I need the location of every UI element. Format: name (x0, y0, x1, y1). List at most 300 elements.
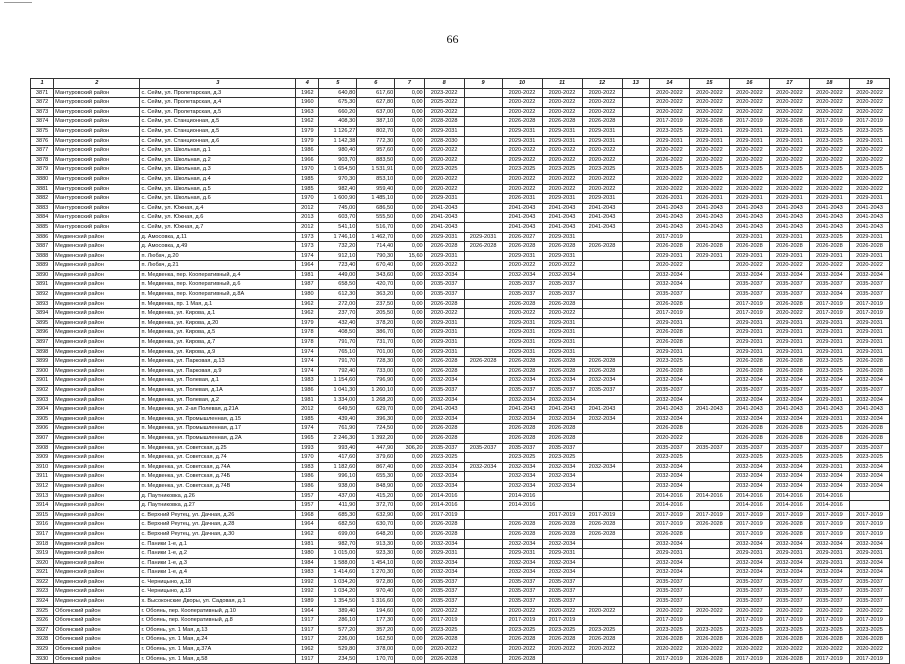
table-cell (464, 616, 502, 626)
table-cell: 2023-2022 (424, 88, 464, 98)
table-cell: 2032-2034 (502, 558, 542, 568)
table-cell: 2029-2031 (849, 232, 889, 242)
table-cell: 1917 (296, 635, 319, 645)
table-cell: 2026-2028 (542, 357, 582, 367)
table-cell: 2032-2034 (424, 472, 464, 482)
table-cell: 3874 (31, 117, 54, 127)
table-cell: 0,00 (395, 136, 424, 146)
table-cell (689, 232, 729, 242)
table-cell: 0,00 (395, 395, 424, 405)
table-cell: г. Обоянь, ул. 1 Мая, д.37А (140, 645, 296, 655)
table-cell: 2020-2022 (649, 88, 689, 98)
table-cell: 2032-2034 (649, 270, 689, 280)
table-cell: Медвенский район (54, 549, 140, 559)
table-row (31, 155, 890, 165)
table-cell: 2035-2037 (502, 443, 542, 453)
table-cell: 2017-2019 (729, 654, 769, 664)
table-cell: 2035-2037 (769, 290, 809, 300)
table-cell: 2029-2031 (809, 414, 849, 424)
table-cell: 3882 (31, 194, 54, 204)
table-cell: 3911 (31, 472, 54, 482)
table-cell: Медвенский район (54, 290, 140, 300)
table-cell: 3922 (31, 577, 54, 587)
table-cell (689, 318, 729, 328)
table-cell: 1993 (296, 443, 319, 453)
table-cell: 2032-2034 (849, 539, 889, 549)
table-cell (622, 347, 649, 357)
table-cell: 2026-2028 (649, 242, 689, 252)
table-cell (464, 318, 502, 328)
table-cell: 2017-2019 (649, 117, 689, 127)
table-cell: Мантуровский район (54, 194, 140, 204)
table-cell: 2029-2031 (424, 232, 464, 242)
table-cell: 2041-2043 (582, 405, 622, 415)
table-cell: 2029-2031 (424, 549, 464, 559)
table-cell: 0,00 (395, 520, 424, 530)
table-cell: Медвенский район (54, 501, 140, 511)
column-header-9: 9 (464, 79, 502, 89)
table-cell (464, 424, 502, 434)
table-cell: 2020-2022 (649, 261, 689, 271)
table-cell: 3883 (31, 203, 54, 213)
table-cell: 2026-2028 (424, 654, 464, 664)
table-row (31, 242, 890, 252)
table-cell (582, 472, 622, 482)
table-cell: 0,00 (395, 146, 424, 156)
page-number: 66 (446, 32, 459, 46)
table-cell (464, 117, 502, 127)
table-cell: 2026-2028 (849, 433, 889, 443)
table-cell: 670,40 (357, 261, 395, 271)
table-cell: п. Медвенка, ул. Парковая, д.9 (140, 366, 296, 376)
table-cell (464, 155, 502, 165)
table-cell: 387,10 (357, 117, 395, 127)
table-cell (464, 433, 502, 443)
table-cell: 2041-2043 (769, 213, 809, 223)
table-cell: 2032-2034 (809, 376, 849, 386)
table-cell: 2032-2034 (502, 270, 542, 280)
table-cell: 2017-2019 (809, 309, 849, 319)
table-cell: 2026-2028 (769, 529, 809, 539)
table-cell: 2041-2043 (502, 213, 542, 223)
table-cell: 2026-2028 (502, 117, 542, 127)
table-cell: 516,70 (357, 222, 395, 232)
table-cell: 2020-2022 (649, 98, 689, 108)
table-cell: 2032-2034 (649, 558, 689, 568)
table-row (31, 568, 890, 578)
table-cell (464, 481, 502, 491)
table-cell: 3873 (31, 107, 54, 117)
table-cell: 2041-2043 (424, 405, 464, 415)
table-cell: 2020-2022 (542, 174, 582, 184)
table-cell (582, 299, 622, 309)
table-cell: 2020-2022 (809, 107, 849, 117)
table-cell (464, 270, 502, 280)
table-cell: 2029-2031 (649, 251, 689, 261)
table-cell (622, 309, 649, 319)
table-cell: 449,00 (319, 270, 357, 280)
table-cell: 2026-2028 (649, 366, 689, 376)
table-cell: 2029-2031 (424, 251, 464, 261)
table-cell: 2041-2043 (542, 213, 582, 223)
table-cell: 1973 (296, 242, 319, 252)
table-cell: с. Сейм, ул. Школьная, д.4 (140, 174, 296, 184)
table-cell: 2035-2037 (809, 577, 849, 587)
table-cell (582, 587, 622, 597)
table-cell: 2023-2025 (809, 625, 849, 635)
table-cell: 2023-2025 (809, 366, 849, 376)
table-cell: 2020-2022 (809, 261, 849, 271)
table-row (31, 366, 890, 376)
table-cell: 1 746,10 (319, 232, 357, 242)
table-cell: 2017-2019 (729, 616, 769, 626)
table-cell: Мантуровский район (54, 165, 140, 175)
table-cell: Медвенский район (54, 270, 140, 280)
table-cell (464, 136, 502, 146)
table-cell: д. Амосовка, д.49 (140, 242, 296, 252)
table-cell (689, 290, 729, 300)
table-cell: 2014-2016 (809, 501, 849, 511)
table-cell: 938,00 (319, 481, 357, 491)
table-cell: 2032-2034 (809, 270, 849, 280)
table-cell: 3929 (31, 645, 54, 655)
table-cell: Медвенский район (54, 376, 140, 386)
table-cell: 1963 (296, 107, 319, 117)
table-cell: 0,00 (395, 280, 424, 290)
table-cell: 3879 (31, 165, 54, 175)
table-cell: 685,30 (319, 510, 357, 520)
table-cell (622, 443, 649, 453)
table-cell: 0,00 (395, 510, 424, 520)
table-cell: Медвенский район (54, 424, 140, 434)
table-cell: 2020-2022 (689, 146, 729, 156)
table-cell: 3899 (31, 357, 54, 367)
table-cell: 2032-2034 (809, 539, 849, 549)
table-cell: п. Медвенка, ул. Кирова, д.9 (140, 347, 296, 357)
table-cell: 3885 (31, 222, 54, 232)
table-cell: 2014-2016 (769, 491, 809, 501)
table-cell: 2020-2022 (542, 645, 582, 655)
table-cell (689, 597, 729, 607)
table-cell: 0,00 (395, 616, 424, 626)
table-cell: 3894 (31, 309, 54, 319)
table-cell: 0,00 (395, 376, 424, 386)
table-cell: 0,00 (395, 290, 424, 300)
table-cell: 2026-2028 (582, 117, 622, 127)
table-cell: 1987 (296, 280, 319, 290)
table-cell (622, 232, 649, 242)
table-cell: 2023-2025 (729, 625, 769, 635)
table-cell: 2026-2028 (729, 424, 769, 434)
table-cell: 2035-2037 (542, 290, 582, 300)
column-header-13: 13 (622, 79, 649, 89)
table-cell (622, 616, 649, 626)
table-cell (622, 587, 649, 597)
table-cell: Медвенский район (54, 539, 140, 549)
table-cell: 1 268,20 (357, 395, 395, 405)
table-cell (582, 328, 622, 338)
table-cell: Медвенский район (54, 587, 140, 597)
table-cell: 2026-2028 (424, 357, 464, 367)
table-cell: 2041-2043 (729, 203, 769, 213)
table-cell: 0,00 (395, 577, 424, 587)
table-cell (622, 625, 649, 635)
table-cell: 2029-2031 (424, 318, 464, 328)
table-cell: 2041-2043 (729, 405, 769, 415)
table-cell: 2017-2019 (542, 616, 582, 626)
table-cell (582, 491, 622, 501)
table-cell: 2029-2031 (769, 549, 809, 559)
table-cell: п. Медвенка, ул. Парковая, д.13 (140, 357, 296, 367)
table-row (31, 405, 890, 415)
table-cell: п. Медвенка, ул. Полевая, д.1А (140, 386, 296, 396)
table-cell: 2020-2022 (849, 606, 889, 616)
table-cell: 2020-2022 (729, 155, 769, 165)
table-cell: 2032-2034 (649, 568, 689, 578)
table-row (31, 472, 890, 482)
table-cell (464, 472, 502, 482)
table-cell (622, 481, 649, 491)
table-cell (502, 510, 542, 520)
table-cell: 2026-2028 (649, 529, 689, 539)
table-cell: 2035-2037 (849, 386, 889, 396)
table-cell: 0,00 (395, 213, 424, 223)
table-cell: 2029-2031 (769, 194, 809, 204)
table-cell: 0,00 (395, 232, 424, 242)
table-cell: 2026-2028 (424, 433, 464, 443)
table-row (31, 549, 890, 559)
table-cell: 3887 (31, 242, 54, 252)
table-cell: с. Сейм, ул. Школьная, д.5 (140, 184, 296, 194)
table-cell: 2041-2043 (689, 222, 729, 232)
table-row (31, 338, 890, 348)
table-cell (622, 117, 649, 127)
table-cell: 2029-2031 (542, 549, 582, 559)
table-cell: 2012 (296, 222, 319, 232)
table-cell: 2035-2037 (769, 577, 809, 587)
table-cell: с. Сейм, ул. Школьная, д.2 (140, 155, 296, 165)
table-cell: 2020-2022 (582, 146, 622, 156)
table-cell: 1962 (296, 309, 319, 319)
column-header-1: 1 (31, 79, 54, 89)
table-cell (464, 510, 502, 520)
table-cell: 2012 (296, 203, 319, 213)
table-cell (622, 107, 649, 117)
table-cell: 2017-2019 (849, 616, 889, 626)
table-cell (622, 568, 649, 578)
table-cell (689, 395, 729, 405)
table-cell (689, 328, 729, 338)
table-cell (582, 395, 622, 405)
table-cell: 2017-2019 (809, 299, 849, 309)
table-cell: 2029-2031 (542, 328, 582, 338)
table-cell: 2035-2037 (769, 386, 809, 396)
table-cell (464, 213, 502, 223)
table-cell: 541,10 (319, 222, 357, 232)
table-cell: г. Обоянь, пер. Кооперативный, д.8 (140, 616, 296, 626)
table-cell: 2026-2028 (689, 117, 729, 127)
table-cell: 2020-2022 (689, 645, 729, 655)
table-cell (464, 107, 502, 117)
table-cell: 2017-2019 (582, 510, 622, 520)
table-cell: 2017-2019 (769, 616, 809, 626)
table-row (31, 261, 890, 271)
table-cell: 2041-2043 (424, 203, 464, 213)
table-cell: 2020-2022 (689, 107, 729, 117)
table-cell: 2 246,30 (319, 433, 357, 443)
table-cell: 2020-2022 (424, 174, 464, 184)
table-cell (542, 501, 582, 511)
table-cell: 2032-2034 (542, 558, 582, 568)
table-cell: Мантуровский район (54, 146, 140, 156)
table-cell: 2041-2043 (424, 222, 464, 232)
table-cell: с. Черницыно, д.19 (140, 587, 296, 597)
table-row (31, 443, 890, 453)
table-cell: 2029-2031 (502, 338, 542, 348)
table-cell (542, 491, 582, 501)
table-cell (582, 424, 622, 434)
table-cell: 2026-2028 (502, 357, 542, 367)
table-cell (582, 347, 622, 357)
table-cell (464, 376, 502, 386)
table-cell: 2026-2028 (849, 366, 889, 376)
table-cell: г. Обоянь, ул. 1 Мая, д.58 (140, 654, 296, 664)
table-row (31, 328, 890, 338)
table-cell: 0,00 (395, 88, 424, 98)
table-cell (582, 539, 622, 549)
table-cell: 2023-2025 (809, 424, 849, 434)
table-cell: 0,00 (395, 222, 424, 232)
table-cell: 2029-2031 (502, 126, 542, 136)
table-cell: 2035-2037 (582, 386, 622, 396)
table-cell: 2029-2031 (729, 347, 769, 357)
table-cell: 2032-2034 (809, 481, 849, 491)
table-cell: 1992 (296, 587, 319, 597)
table-cell (464, 174, 502, 184)
table-cell: 3928 (31, 635, 54, 645)
table-cell: Обоянский район (54, 616, 140, 626)
table-cell (464, 568, 502, 578)
table-cell: 2029-2031 (769, 347, 809, 357)
table-cell: 2020-2022 (582, 107, 622, 117)
table-cell: Обоянский район (54, 645, 140, 655)
table-cell: 2041-2043 (729, 222, 769, 232)
table-row (31, 491, 890, 501)
table-cell (622, 472, 649, 482)
table-cell: 1957 (296, 491, 319, 501)
table-cell: 2020-2022 (649, 433, 689, 443)
table-cell: 2014-2016 (809, 491, 849, 501)
table-cell: 0,00 (395, 472, 424, 482)
table-cell: 0,00 (395, 261, 424, 271)
table-cell: Медвенский район (54, 251, 140, 261)
table-cell (689, 587, 729, 597)
table-cell: 2026-2028 (809, 433, 849, 443)
table-cell: 2020-2022 (502, 98, 542, 108)
table-cell (582, 597, 622, 607)
table-cell: 2032-2034 (849, 414, 889, 424)
table-cell: 3878 (31, 155, 54, 165)
table-cell: 2014-2016 (729, 501, 769, 511)
table-cell: 655,30 (357, 472, 395, 482)
table-cell: 2020-2022 (849, 155, 889, 165)
table-cell: 2032-2034 (502, 395, 542, 405)
table-cell: 2020-2022 (582, 88, 622, 98)
table-cell (622, 328, 649, 338)
table-cell: 3930 (31, 654, 54, 664)
table-cell: 2029-2031 (689, 126, 729, 136)
table-cell (622, 501, 649, 511)
table-cell: 0,00 (395, 318, 424, 328)
table-cell: 2020-2022 (424, 645, 464, 655)
table-cell (582, 453, 622, 463)
table-cell (464, 347, 502, 357)
table-cell: 2020-2022 (729, 261, 769, 271)
table-cell: 2017-2019 (649, 232, 689, 242)
table-cell: 1978 (296, 338, 319, 348)
table-cell: 3891 (31, 280, 54, 290)
table-row (31, 222, 890, 232)
table-cell: 2026-2028 (649, 635, 689, 645)
table-cell: 2020-2022 (849, 174, 889, 184)
table-cell: 2020-2022 (424, 309, 464, 319)
table-cell: 2026-2028 (769, 117, 809, 127)
table-cell (622, 606, 649, 616)
table-cell: 1962 (296, 88, 319, 98)
table-cell: 2032-2034 (542, 462, 582, 472)
table-cell: 629,70 (357, 405, 395, 415)
table-cell: 2026-2028 (729, 357, 769, 367)
table-cell: 1 015,00 (319, 549, 357, 559)
table-cell: 2029-2031 (542, 251, 582, 261)
table-cell (622, 146, 649, 156)
table-cell: 2035-2037 (649, 587, 689, 597)
table-cell: 3914 (31, 501, 54, 511)
table-cell: 2026-2028 (502, 635, 542, 645)
table-cell: 2020-2022 (502, 88, 542, 98)
table-cell: 701,00 (357, 347, 395, 357)
table-cell: 2032-2034 (649, 481, 689, 491)
table-cell: 2020-2022 (769, 155, 809, 165)
table-cell: 2029-2031 (769, 251, 809, 261)
table-cell: Медвенский район (54, 577, 140, 587)
table-cell: 1974 (296, 357, 319, 367)
table-cell: 2029-2031 (729, 251, 769, 261)
table-cell (622, 155, 649, 165)
table-cell: 3910 (31, 462, 54, 472)
column-header-6: 6 (357, 79, 395, 89)
table-cell (689, 386, 729, 396)
table-cell: с. Сейм, ул. Южная, д.7 (140, 222, 296, 232)
table-cell: 1985 (296, 174, 319, 184)
table-cell: 2023-2025 (849, 453, 889, 463)
table-cell: 2026-2028 (502, 242, 542, 252)
table-cell: Мантуровский район (54, 203, 140, 213)
table-cell: 378,00 (357, 645, 395, 655)
table-cell: 2026-2028 (542, 635, 582, 645)
table-cell: 432,40 (319, 318, 357, 328)
table-cell: 2023-2025 (582, 625, 622, 635)
table-cell: 1980 (296, 290, 319, 300)
table-cell (582, 568, 622, 578)
table-cell: 3916 (31, 520, 54, 530)
table-cell: 2029-2031 (502, 347, 542, 357)
table-cell: 3886 (31, 232, 54, 242)
table-cell: 2041-2043 (542, 203, 582, 213)
table-cell: 1962 (296, 645, 319, 655)
table-cell: 2020-2022 (502, 261, 542, 271)
table-cell: Медвенский район (54, 453, 140, 463)
